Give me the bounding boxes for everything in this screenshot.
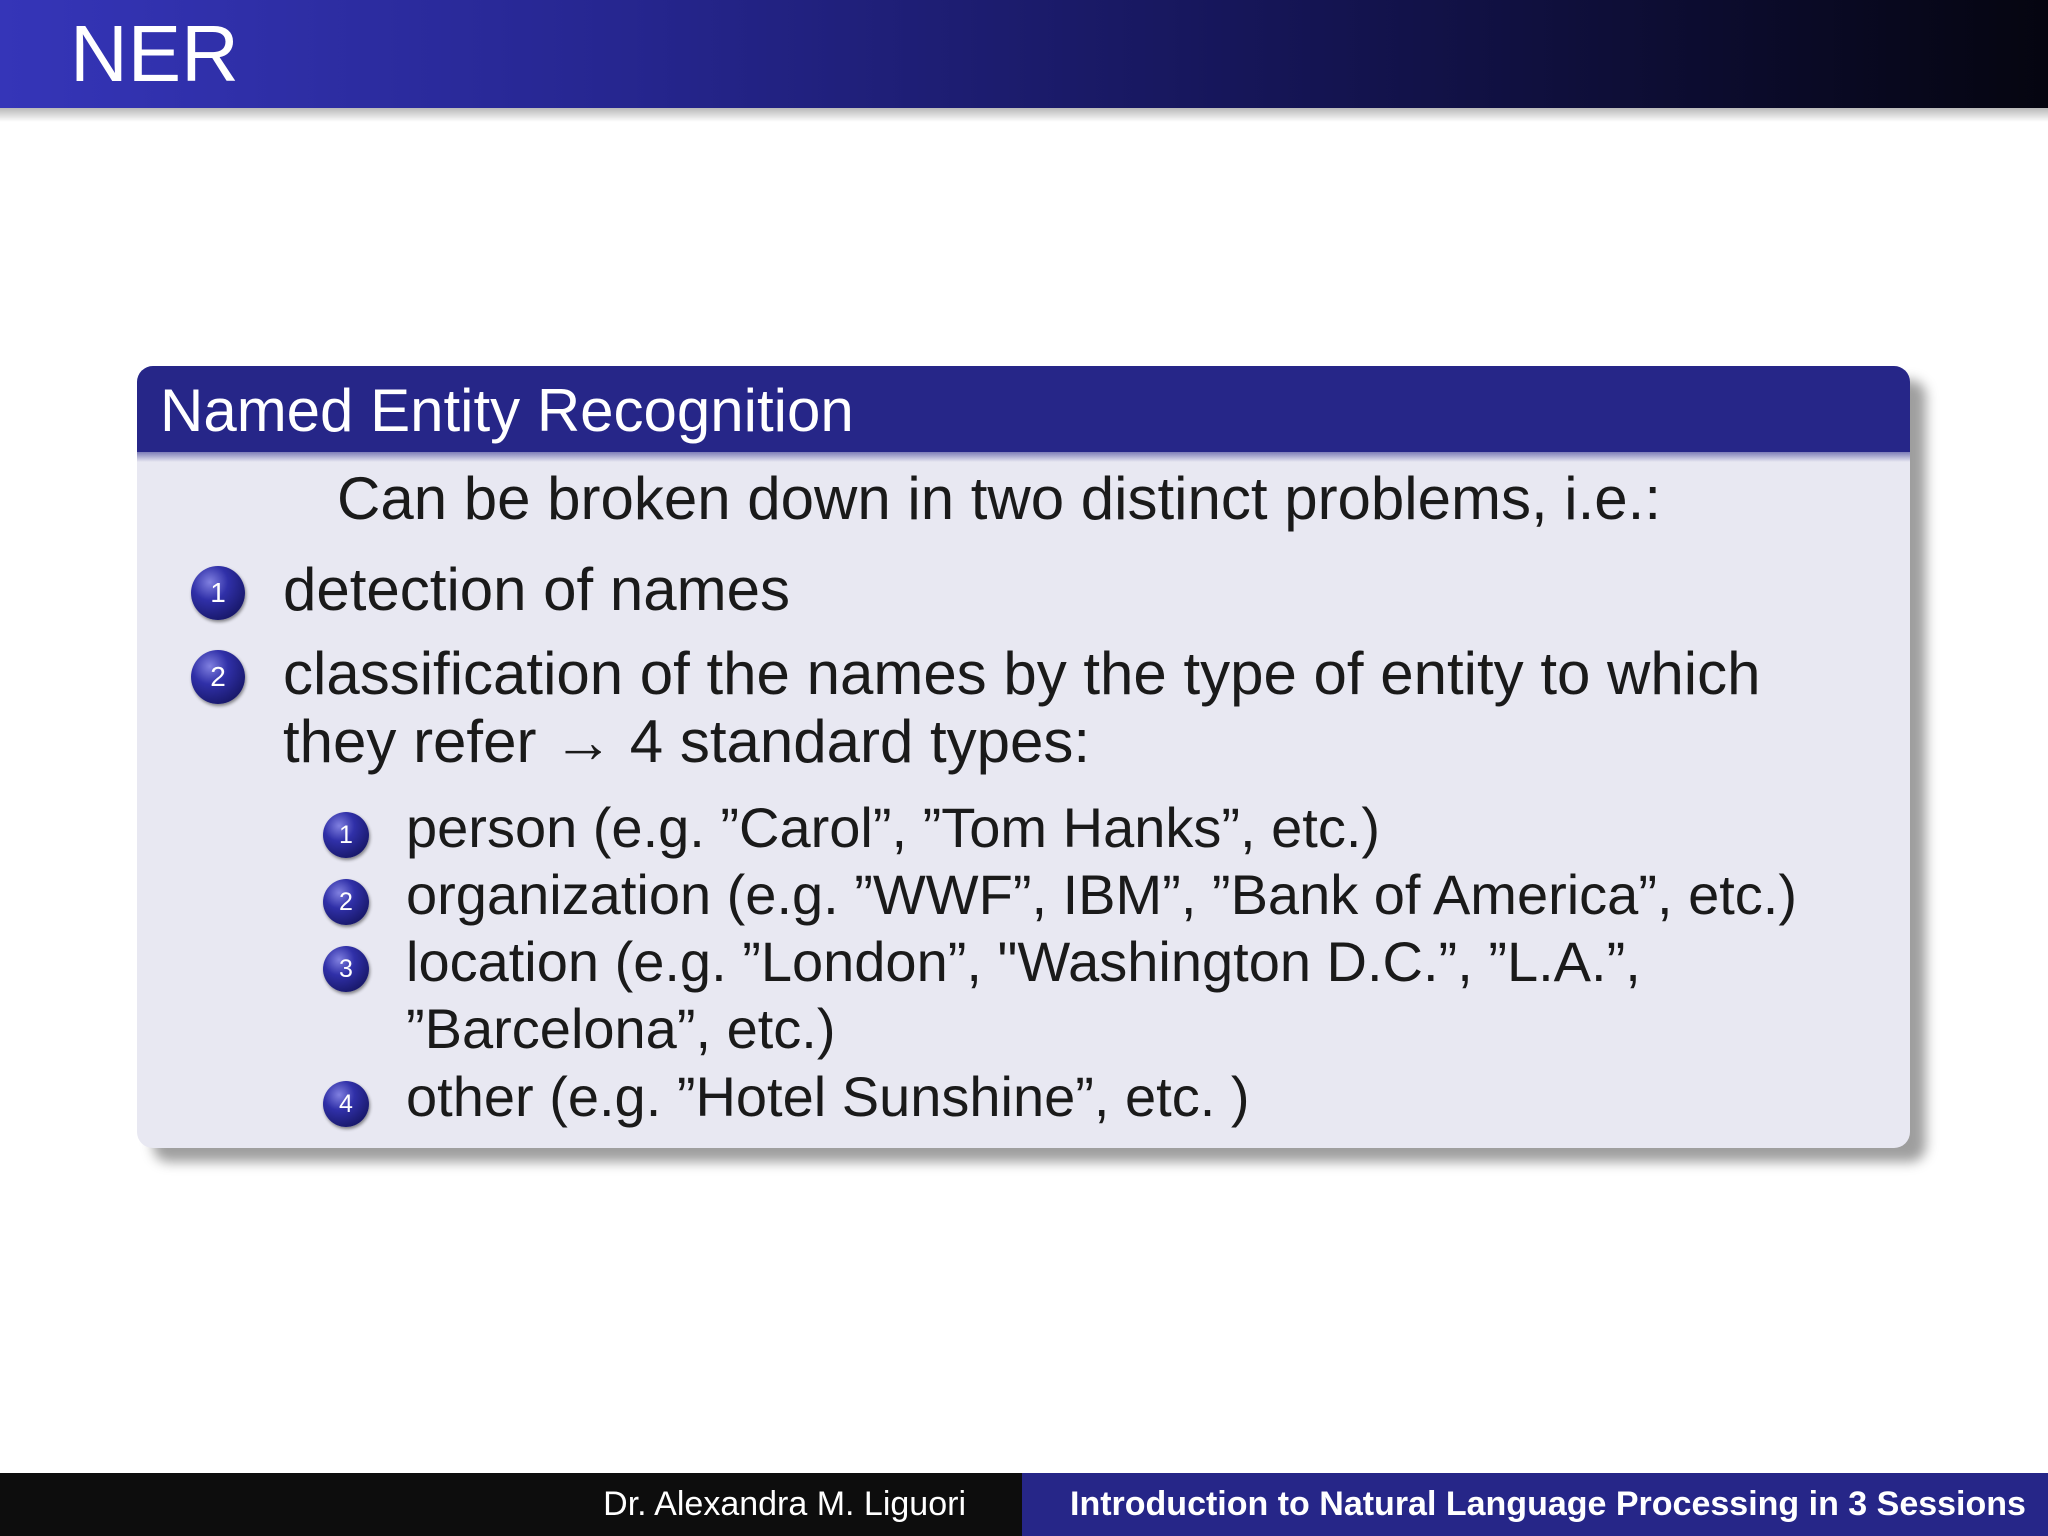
block-header xyxy=(137,366,1910,452)
footer-author: Dr. Alexandra M. Liguori xyxy=(0,1473,1022,1536)
sub-list-item-text: other (e.g. ”Hotel Sunshine”, etc. ) xyxy=(406,1065,1250,1128)
sub-list-item-text: person (e.g. ”Carol”, ”Tom Hanks”, etc.) xyxy=(406,796,1381,859)
list-item-text: classification of the names by the type of entity to which xyxy=(283,640,1761,707)
footer-bar xyxy=(0,1473,2048,1536)
enumeration-ball-icon: 2 xyxy=(191,650,245,704)
footer-talk-title: Introduction to Natural Language Processing in 3 Sessions xyxy=(1022,1473,2048,1536)
block-header-fade xyxy=(137,452,1910,462)
sub-list-item-text-continued: ”Barcelona”, etc.) xyxy=(406,997,836,1060)
sub-list-item-text: location (e.g. ”London”, "Washington D.C.”, ”L.A.”, xyxy=(406,930,1641,993)
frame-title: NER xyxy=(70,9,239,98)
enumeration-ball-icon: 2 xyxy=(323,879,369,925)
sub-list-item-text: organization (e.g. ”WWF”, IBM”, ”Bank of America”, etc.) xyxy=(406,863,1798,926)
list-item-text: detection of names xyxy=(283,556,790,623)
content-block xyxy=(137,366,1910,1148)
enumeration-ball-icon: 1 xyxy=(191,566,245,620)
frame-title-bar xyxy=(0,0,2048,108)
list-item-text-continued: they refer → 4 standard types: xyxy=(283,708,1091,775)
enumeration-ball-icon: 4 xyxy=(323,1081,369,1127)
block-title: Named Entity Recognition xyxy=(160,377,854,444)
block-intro: Can be broken down in two distinct problems, i.e.: xyxy=(337,465,1662,532)
title-bar-shadow xyxy=(0,108,2048,122)
enumeration-ball-icon: 3 xyxy=(323,946,369,992)
enumeration-ball-icon: 1 xyxy=(323,812,369,858)
